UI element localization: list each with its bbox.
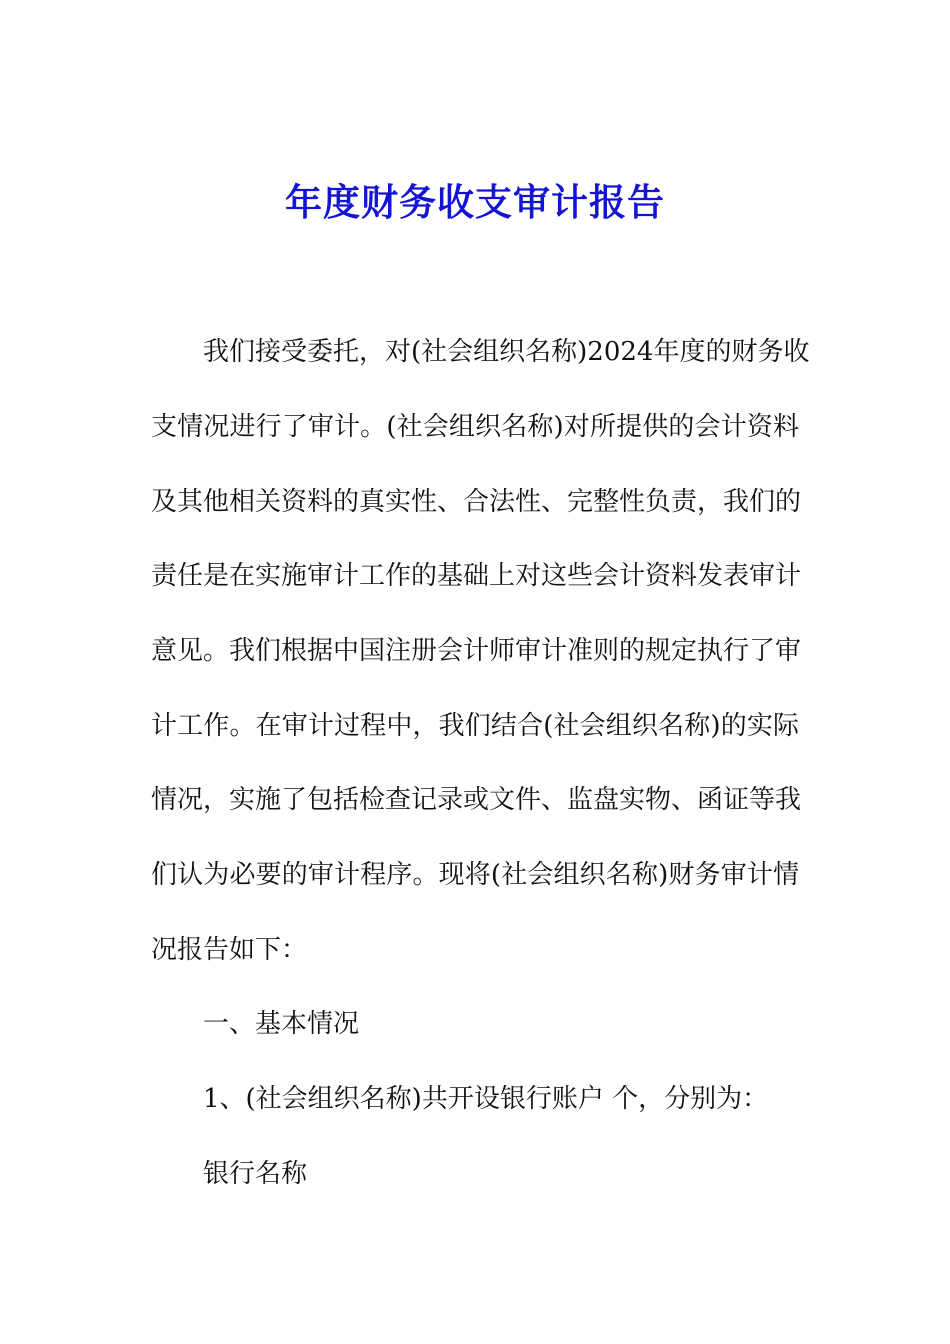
paragraph-line-1: 我们接受委托，对(社会组织名称)2024年度的财务收 xyxy=(203,337,810,367)
section-heading-basic: 一、基本情况 xyxy=(203,1009,360,1039)
paragraph-line-2: 支情况进行了审计。(社会组织名称)对所提供的会计资料 xyxy=(151,412,799,442)
paragraph-line-8: 们认为必要的审计程序。现将(社会组织名称)财务审计情 xyxy=(151,860,799,890)
paragraph-line-4: 责任是在实施审计工作的基础上对这些会计资料发表审计 xyxy=(151,561,802,591)
document-title: 年度财务收支审计报告 xyxy=(285,180,665,224)
bank-name-label: 银行名称 xyxy=(203,1159,308,1189)
paragraph-line-7: 情况，实施了包括检查记录或文件、监盘实物、函证等我 xyxy=(151,785,802,815)
paragraph-line-3: 及其他相关资料的真实性、合法性、完整性负责，我们的 xyxy=(151,487,802,517)
paragraph-line-6: 计工作。在审计过程中，我们结合(社会组织名称)的实际 xyxy=(151,711,799,741)
paragraph-line-9: 况报告如下： xyxy=(151,935,308,965)
paragraph-line-5: 意见。我们根据中国注册会计师审计准则的规定执行了审 xyxy=(151,636,802,666)
item-1-bank-accounts: 1、(社会组织名称)共开设银行账户 个，分别为： xyxy=(203,1084,769,1114)
